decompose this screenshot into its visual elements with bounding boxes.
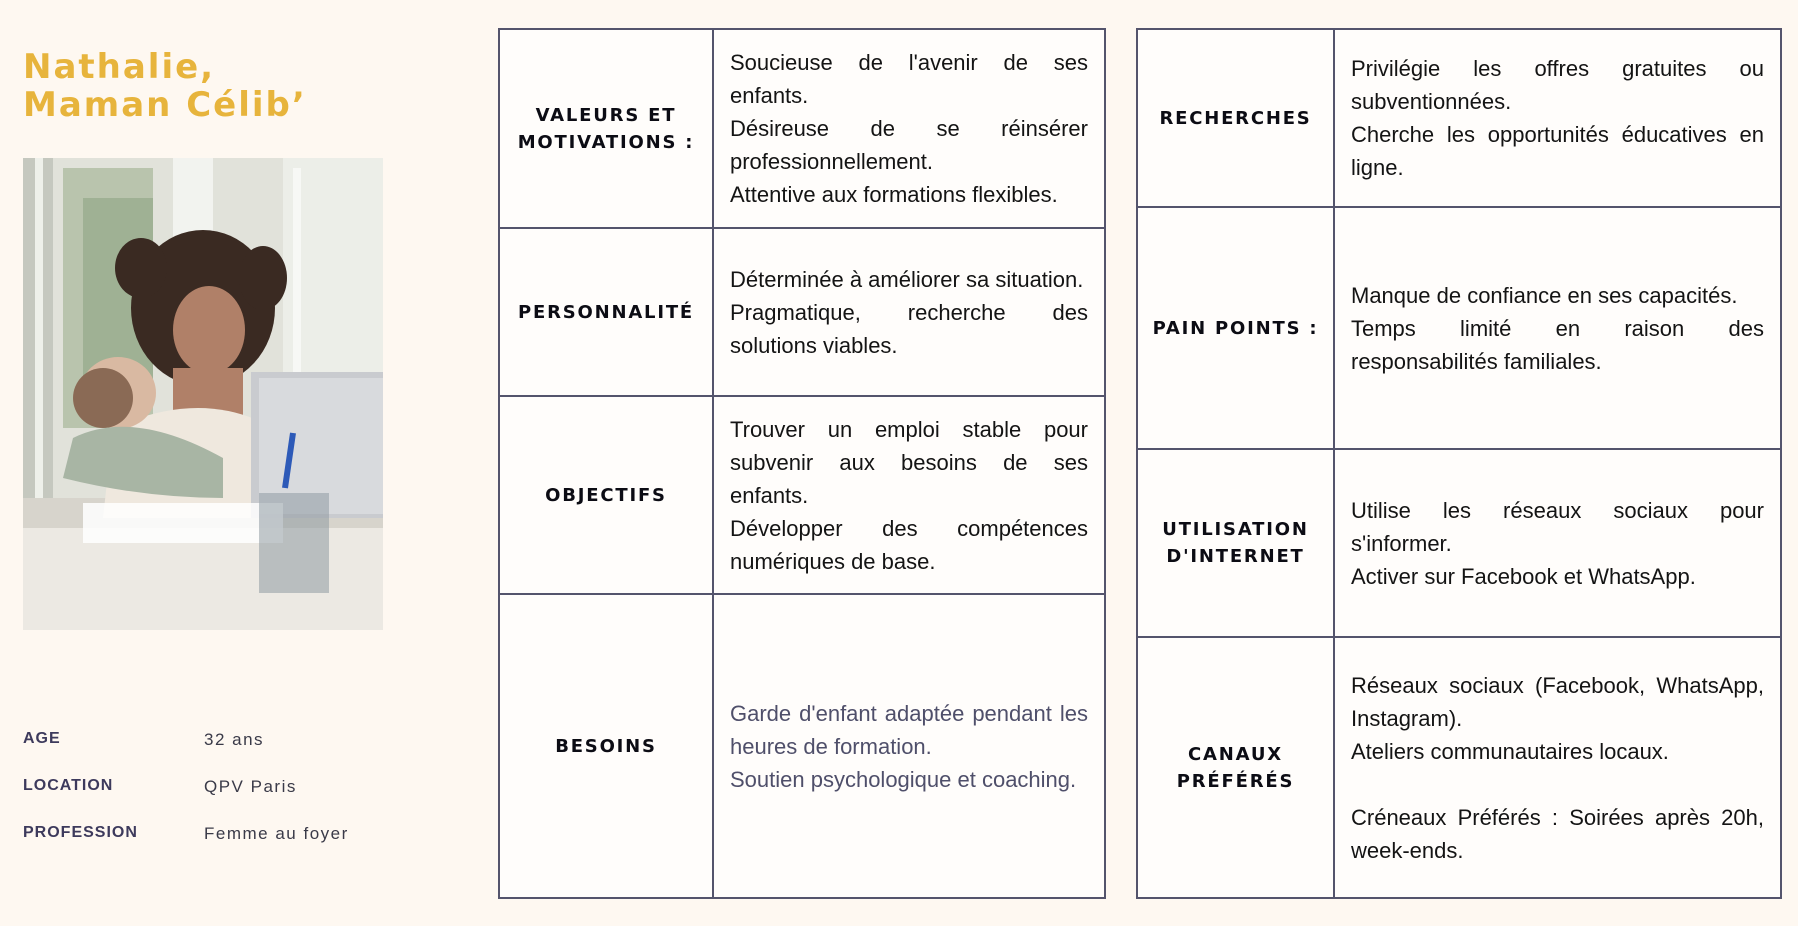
info-row-age [23,730,349,777]
persona-name-line-1: Nathalie, [23,47,216,87]
row-text-besoins: Garde d'enfant adaptée pendant les heures de formation. Soutien psychologique et coaching. [713,594,1105,898]
row-text-valeurs: Soucieuse de l'avenir de ses enfants. Désireuse de se réinsérer professionnellement. Attentive aux formations flexibles. [713,29,1105,228]
row-label-pain-points: PAIN POINTS : [1137,207,1334,449]
row-text-internet: Utilise les réseaux sociaux pour s'informer. Activer sur Facebook et WhatsApp. [1334,449,1781,637]
row-text-personnalite: Déterminée à améliorer sa situation. Pragmatique, recherche des solutions viables. [713,228,1105,396]
row-label-internet: UTILISATION D'INTERNET [1137,449,1334,637]
table-row [1137,449,1781,637]
info-label: LOCATION [23,777,114,794]
row-label-canaux: CANAUX PRÉFÉRÉS [1137,637,1334,898]
table-row [499,594,1105,898]
row-label-objectifs: OBJECTIFS [499,396,713,594]
mother-with-baby-illustration [23,158,383,630]
persona-name [23,48,307,124]
table-row [499,396,1105,594]
table-row [499,228,1105,396]
table-row [1137,637,1781,898]
info-row-location [23,777,349,824]
row-text-recherches: Privilégie les offres gratuites ou subventionnées. Cherche les opportunités éducatives en ligne. [1334,29,1781,207]
info-value: Femme au foyer [204,824,349,843]
persona-photo [23,158,383,630]
info-value: 32 ans [204,730,265,749]
info-label: PROFESSION [23,824,138,841]
row-text-canaux: Réseaux sociaux (Facebook, WhatsApp, Instagram). Ateliers communautaires locaux. Créneaux Préférés : Soirées après 20h, week-ends. [1334,637,1781,898]
info-value: QPV Paris [204,777,297,796]
table-row [1137,207,1781,449]
table-row [1137,29,1781,207]
row-label-personnalite: PERSONNALITÉ [499,228,713,396]
right-persona-table [1136,28,1782,899]
row-label-valeurs: VALEURS ET MOTIVATIONS : [499,29,713,228]
row-text-pain-points: Manque de confiance en ses capacités. Temps limité en raison des responsabilités familiales. [1334,207,1781,449]
row-label-recherches: RECHERCHES [1137,29,1334,207]
row-text-objectifs: Trouver un emploi stable pour subvenir aux besoins de ses enfants. Développer des compétences numériques de base. [713,396,1105,594]
info-row-profession [23,824,349,871]
persona-info [23,730,349,871]
table-row [499,29,1105,228]
left-persona-table [498,28,1106,899]
row-label-besoins: BESOINS [499,594,713,898]
info-label: AGE [23,730,61,747]
persona-name-line-2: Maman Célib’ [23,85,307,125]
